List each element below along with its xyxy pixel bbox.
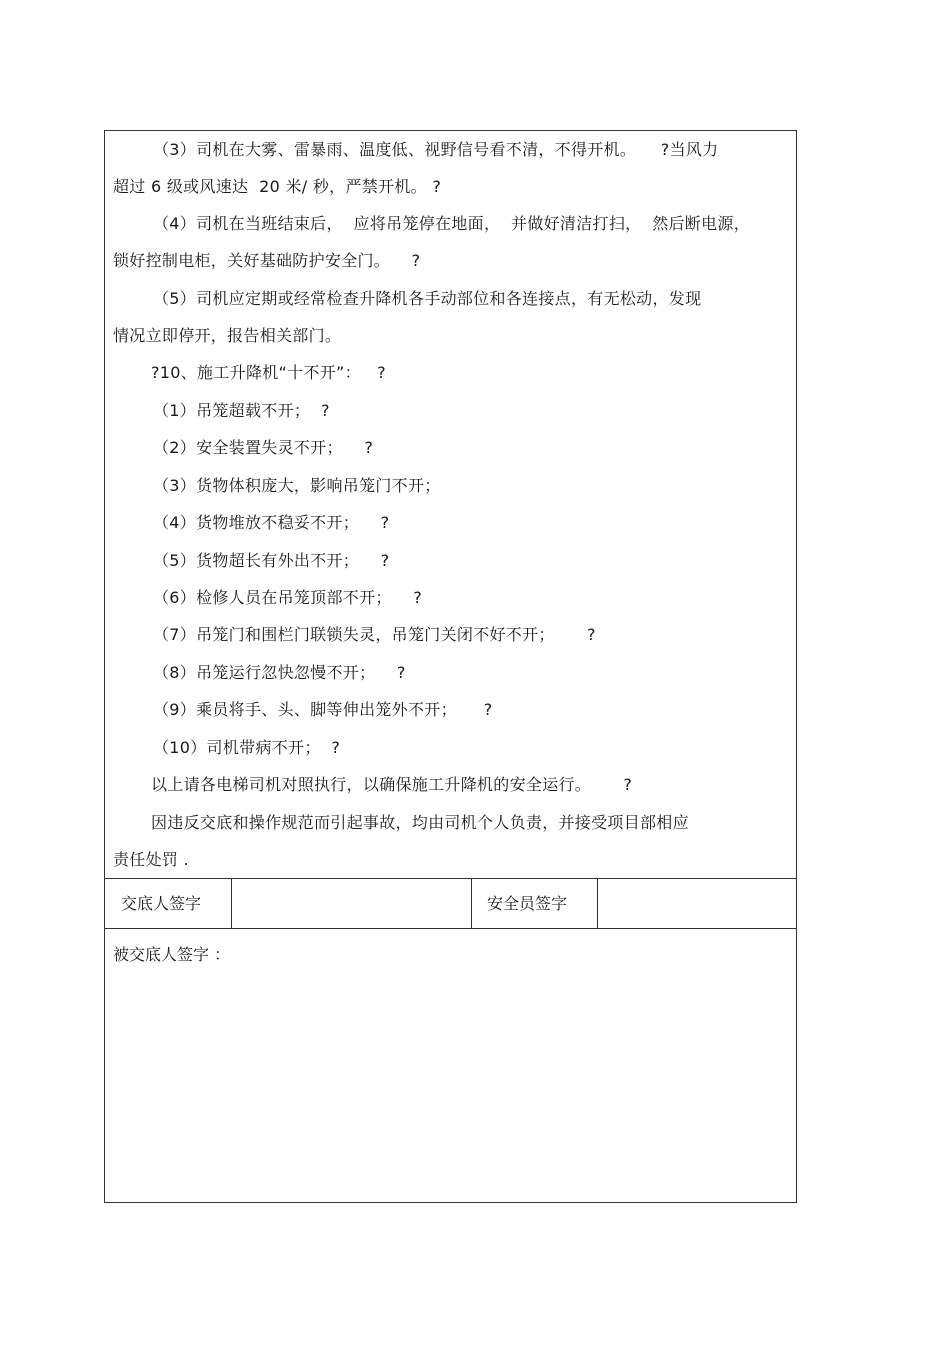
text-line: 责任处罚 . bbox=[113, 850, 189, 869]
text-line: 因违反交底和操作规范而引起事故，均由司机个人负责，并接受项目部相应 bbox=[151, 813, 689, 832]
signature-row bbox=[105, 879, 796, 929]
list-item: （2）安全装置失灵不开； ? bbox=[153, 438, 374, 457]
text-line: （4）司机在当班结束后， 应将吊笼停在地面， 并做好清洁打扫， 然后断电源， bbox=[153, 214, 750, 233]
safety-officer-signature-label: 安全员签字 bbox=[472, 879, 598, 928]
list-item: （10）司机带病不开； ? bbox=[153, 738, 341, 757]
text-line: ?10、施工升降机“十不开”： ? bbox=[151, 363, 386, 382]
text-line: 情况立即停开，报告相关部门。 bbox=[113, 326, 342, 345]
list-item: （7）吊笼门和围栏门联锁失灵，吊笼门关闭不好不开； ? bbox=[153, 625, 596, 644]
list-item: （3）货物体积庞大，影响吊笼门不开； bbox=[153, 476, 441, 495]
text-line: （5）司机应定期或经常检查升降机各手动部位和各连接点，有无松动，发现 bbox=[153, 289, 702, 308]
list-item: （1）吊笼超载不开； ? bbox=[153, 401, 330, 420]
list-item: （8）吊笼运行忽快忽慢不开； ? bbox=[153, 663, 406, 682]
signees-signature-label: 被交底人签字 ： bbox=[113, 945, 231, 964]
text-line: 超过 6 级或风速达 20 米/ 秒，严禁开机。 ? bbox=[113, 177, 442, 196]
list-item: （4）货物堆放不稳妥不开； ? bbox=[153, 513, 390, 532]
discloser-signature-field[interactable] bbox=[232, 879, 472, 928]
discloser-signature-label: 交底人签字 bbox=[105, 879, 232, 928]
signees-signature-area[interactable] bbox=[105, 929, 796, 1203]
content-cell bbox=[105, 131, 796, 879]
safety-officer-signature-field[interactable] bbox=[598, 879, 796, 928]
list-item: （6）检修人员在吊笼顶部不开； ? bbox=[153, 588, 423, 607]
text-line: 锁好控制电柜，关好基础防护安全门。 ? bbox=[113, 251, 421, 270]
list-item: （5）货物超长有外出不开； ? bbox=[153, 551, 390, 570]
disclosure-table bbox=[104, 130, 797, 1203]
list-item: （9）乘员将手、头、脚等伸出笼外不开； ? bbox=[153, 700, 493, 719]
text-line: 以上请各电梯司机对照执行，以确保施工升降机的安全运行。 ? bbox=[151, 775, 633, 794]
text-line: （3）司机在大雾、雷暴雨、温度低、视野信号看不清，不得开机。 ?当风力 bbox=[153, 140, 719, 159]
